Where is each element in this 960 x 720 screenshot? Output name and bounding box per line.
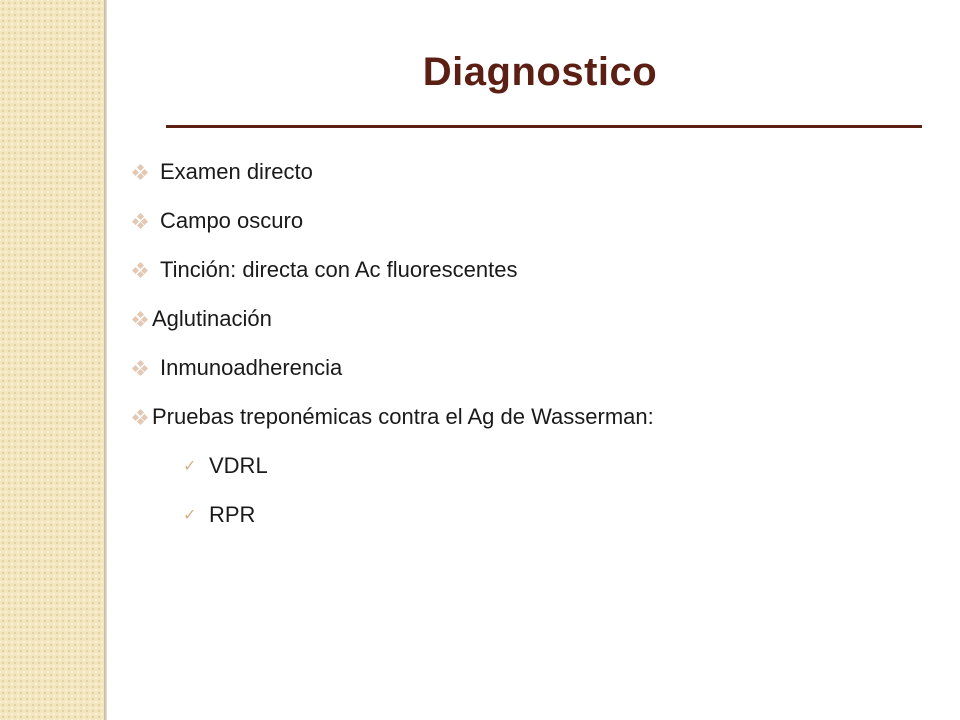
title-underline bbox=[166, 125, 922, 128]
list-item-text: Tinción: directa con Ac fluorescentes bbox=[160, 257, 518, 282]
decorative-side-band bbox=[0, 0, 104, 720]
list-item-text: Pruebas treponémicas contra el Ag de Wasserman: bbox=[152, 404, 654, 429]
sub-list-item-text: RPR bbox=[209, 502, 256, 527]
list-item bbox=[133, 206, 654, 255]
list-item bbox=[133, 304, 654, 353]
sub-list-item-text: VDRL bbox=[209, 453, 268, 478]
list-item bbox=[133, 255, 654, 304]
diamond-bullet-icon bbox=[133, 312, 147, 326]
diamond-bullet-icon bbox=[133, 214, 147, 228]
bullet-list bbox=[133, 157, 654, 549]
list-item-text: Examen directo bbox=[160, 159, 313, 184]
sub-list-item bbox=[133, 451, 654, 500]
side-band-edge bbox=[104, 0, 107, 720]
list-item-text: Inmunoadherencia bbox=[160, 355, 343, 380]
list-item-text: Aglutinación bbox=[152, 306, 272, 331]
diamond-bullet-icon bbox=[133, 263, 147, 277]
list-item bbox=[133, 157, 654, 206]
list-item bbox=[133, 402, 654, 451]
checkmark-icon: ✓ bbox=[183, 507, 197, 524]
diamond-bullet-icon bbox=[133, 410, 147, 424]
list-item-text: Campo oscuro bbox=[160, 208, 304, 233]
diamond-bullet-icon bbox=[133, 165, 147, 179]
diamond-bullet-icon bbox=[133, 361, 147, 375]
checkmark-icon: ✓ bbox=[183, 458, 197, 475]
sub-list-item bbox=[133, 500, 654, 549]
slide-title: Diagnostico bbox=[422, 50, 658, 94]
list-item bbox=[133, 353, 654, 402]
